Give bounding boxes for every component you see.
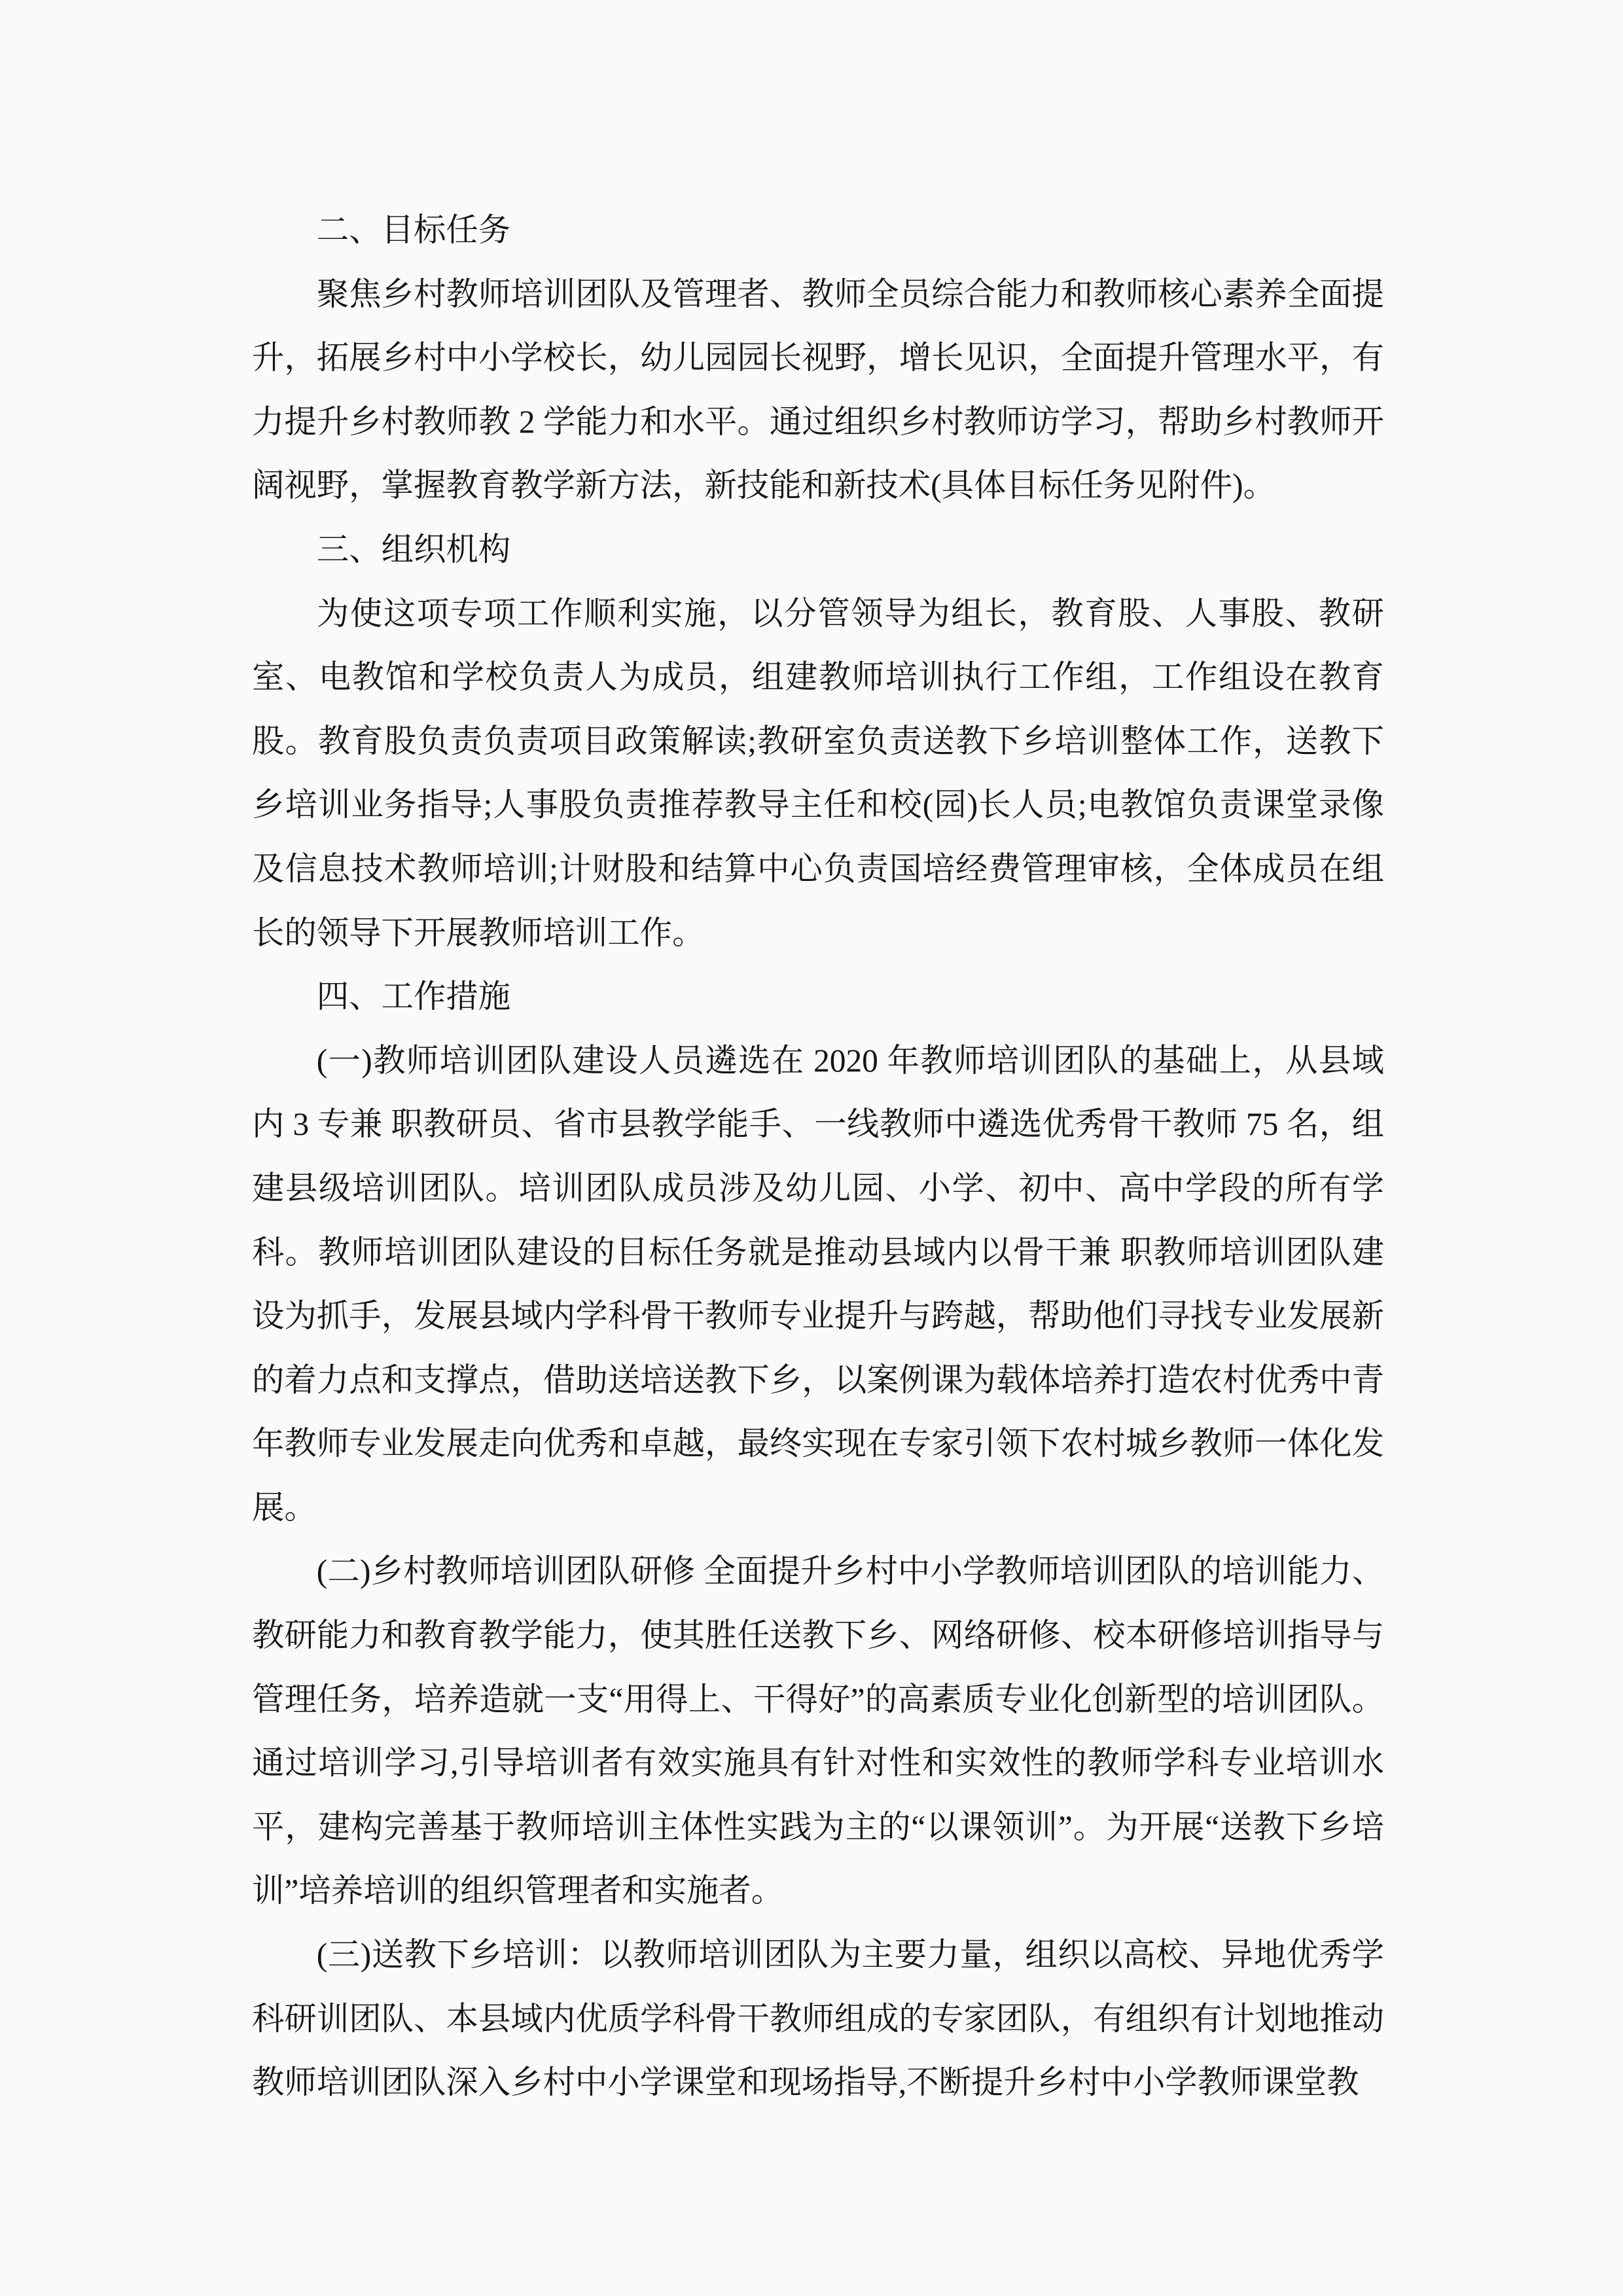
paragraph-goals: 聚焦乡村教师培训团队及管理者、教师全员综合能力和教师核心素养全面提升，拓展乡村中小学校长，幼儿园园长视野，增长见识，全面提升管理水平，有力提升乡村教师教 2 学能力和水平。通过组织乡村教师访学习，帮助乡村教师开阔视野，掌握教育教学新方法，新技能和新技术(具体目标任务见附件)。 bbox=[252, 276, 1384, 504]
paragraph-measure-team-study: (二)乡村教师培训团队研修 全面提升乡村中小学教师培训团队的培训能力、教研能力和教育教学能力，使其胜任送教下乡、网络研修、校本研修培训指导与管理任务，培养造就一支“用得上、干得好”的高素质专业化创新型的培训团队。通过培训学习,引导培训者有效实施具有针对性和实效性的教师学科专业培训水平，建构完善基于教师培训主体性实践为主的“以课领训”。为开展“送教下乡培训”培养培训的组织管理者和实施者。 bbox=[252, 1553, 1384, 1909]
section-heading-organization: 三、组织机构 bbox=[316, 531, 511, 567]
paragraph-organization: 为使这项专项工作顺利实施，以分管领导为组长，教育股、人事股、教研室、电教馆和学校负责人为成员，组建教师培训执行工作组，工作组设在教育股。教育股负责负责项目政策解读;教研室负责送教下乡培训整体工作，送教下乡培训业务指导;人事股负责推荐教导主任和校(园)长人员;电教馆负责课堂录像及信息技术教师培训;计财股和结算中心负责国培经费管理审核，全体成员在组长的领导下开展教师培训工作。 bbox=[252, 595, 1384, 951]
document-body bbox=[252, 198, 1384, 2115]
paragraph-measure-rural-training: (三)送教下乡培训：以教师培训团队为主要力量，组织以高校、异地优秀学科研训团队、本县域内优质学科骨干教师组成的专家团队，有组织有计划地推动教师培训团队深入乡村中小学课堂和现场指导,不断提升乡村中小学教师课堂教 bbox=[252, 1937, 1384, 2101]
section-heading-goals: 二、目标任务 bbox=[316, 212, 511, 248]
section-heading-measures: 四、工作措施 bbox=[316, 978, 511, 1015]
paragraph-measure-team-build: (一)教师培训团队建设人员遴选在 2020 年教师培训团队的基础上，从县域内 3 专兼 职教研员、省市县教学能手、一线教师中遴选优秀骨干教师 75 名，组建县级培训团队。培训团队成员涉及幼儿园、小学、初中、高中学段的所有学科。教师培训团队建设的目标任务就是推动县域内以骨干兼 职教师培训团队建设为抓手，发展县域内学科骨干教师专业提升与跨越，帮助他们寻找专业发展新的着力点和支撑点，借助送培送教下乡，以案例课为载体培养打造农村优秀中青年教师专业发展走向优秀和卓越，最终实现在专家引领下农村城乡教师一体化发展。 bbox=[252, 1042, 1384, 1526]
